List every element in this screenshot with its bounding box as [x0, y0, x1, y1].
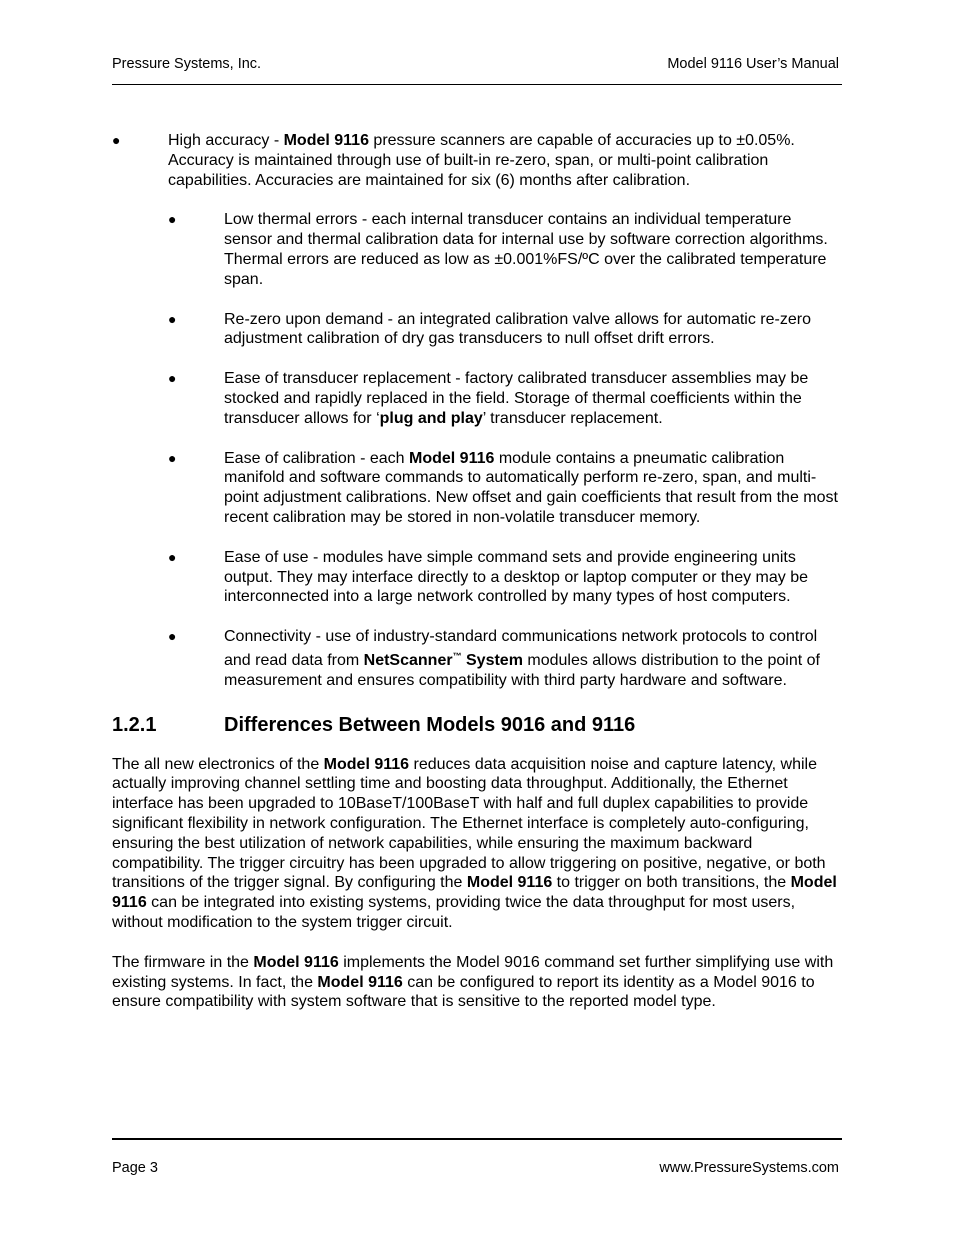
bullet-high-accuracy: ● High accuracy - Model 9116 pressure scanners are capable of accuracies up to ±0.05%. Accuracy is maintained through use of built-in re-zero, span, or multi-point calibration capabilities. Accuracies are maintained for six (6) months after calibration.	[112, 132, 795, 189]
bullet-icon: ●	[168, 548, 177, 565]
section-number: 1.2.1	[112, 713, 157, 736]
bullet-icon: ●	[168, 628, 177, 645]
bullet-connectivity: ● Connectivity - use of industry-standard communications network protocols to control and read data from NetScanner™ System modules allows distribution to the point of measurement and ensures compatibility with third party hardware and software.	[168, 628, 820, 689]
paragraph-electronics: The all new electronics of the Model 9116 reduces data acquisition noise and capture latency, while actually improving channel settling time and boosting data throughput. Additionally, the Ethernet interface has been upgraded to 10BaseT/100BaseT with half and full duplex capabilities to provide significant flexibility in network configuration. The Ethernet interface is completely auto-configuring, ensuring the best utilization of network capabilities, while ensuring the maximum backward compatibility. The trigger circuitry has been upgraded to allow triggering on positive, negative, or both transitions of the trigger signal. By configuring the Model 9116 to trigger on both transitions, the Model 9116 can be integrated into existing systems, providing twice the data throughput for most users, without modification to the system trigger circuit.	[112, 755, 837, 931]
header-rule	[112, 84, 842, 85]
bullet-ease-of-use: ● Ease of use - modules have simple command sets and provide engineering units output. They may interface directly to a desktop or laptop computer or they may be interconnected into a large network controlled by many types of host computers.	[168, 548, 809, 606]
footer-rule	[112, 1138, 842, 1140]
bullet-icon: ●	[168, 370, 177, 387]
bullet-icon: ●	[168, 310, 177, 327]
bullet-replacement: ● Ease of transducer replacement - factory calibrated transducer assemblies may be stocked and rapidly replaced in the field. Storage of thermal coefficients within the transducer allows for ‘plug and play’ transducer replacement.	[168, 370, 809, 427]
bullet-rezero: ● Re-zero upon demand - an integrated calibration valve allows for automatic re-zero adjustment calibration of dry gas transducers to null offset drift errors.	[168, 310, 811, 348]
header-company: Pressure Systems, Inc.	[112, 56, 262, 72]
bullet-icon: ●	[168, 449, 177, 466]
header-manual-title: Model 9116 User’s Manual	[667, 56, 839, 72]
footer-url: www.PressureSystems.com	[659, 1160, 839, 1176]
bullet-thermal-errors: ● Low thermal errors - each internal transducer contains an individual temperature sensor and thermal calibration data for internal use by software correction algorithms. Thermal errors are reduced as low as ±0.001%FS/ºC over the calibrated temperature span.	[168, 211, 828, 288]
page-number: Page 3	[112, 1160, 158, 1176]
bullet-icon: ●	[168, 211, 177, 228]
paragraph-firmware: The firmware in the Model 9116 implements the Model 9016 command set further simplifying use with existing systems. In fact, the Model 9116 can be configured to report its identity as a Model 9016 to ensure compatibility with system software that is sensitive to the reported model type.	[112, 953, 834, 1011]
bullet-icon: ●	[112, 132, 121, 148]
page-content	[112, 131, 842, 1012]
section-heading	[112, 713, 842, 737]
bullet-calibration: ● Ease of calibration - each Model 9116 module contains a pneumatic calibration manifold and software commands to automatically perform re-zero, span, and multi-point adjustment calibrations. New offset and gain coefficients that result from the most recent calibration may be stored in non-volatile transducer memory.	[168, 449, 838, 526]
trademark-symbol: ™	[452, 650, 462, 661]
section-title: Differences Between Models 9016 and 9116	[224, 713, 636, 736]
